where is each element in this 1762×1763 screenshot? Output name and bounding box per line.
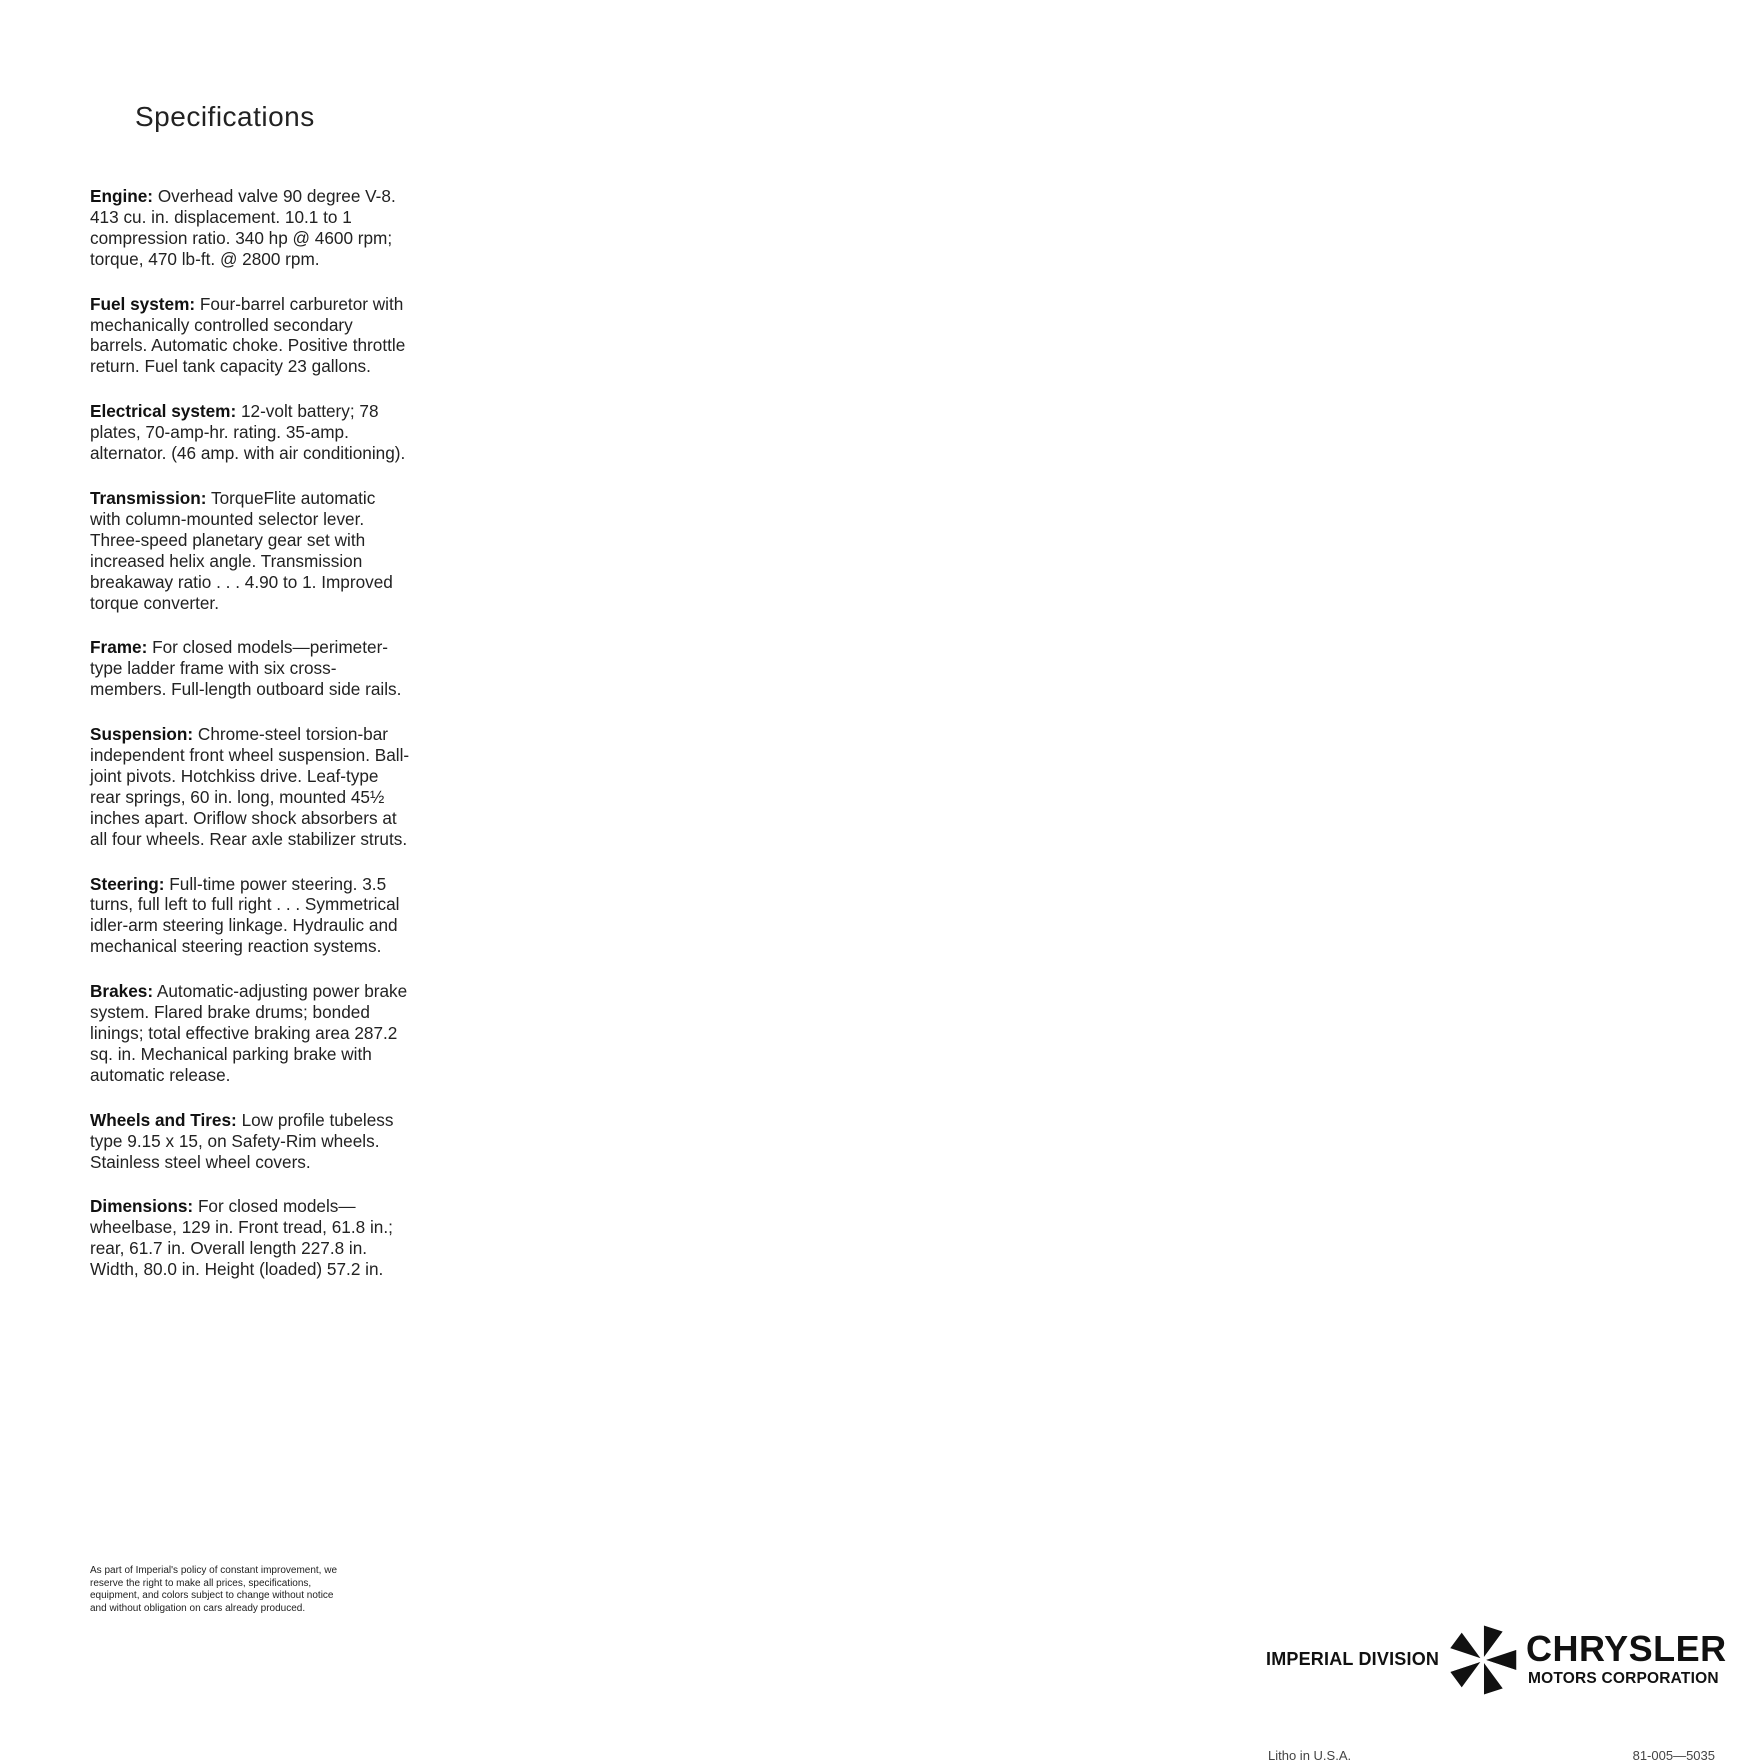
spec-text: Full-time power steering. 3.5 turns, full left to full right . . . Symmetrical idler-arm steering linkage. Hydraulic and mechanical steering reaction systems. xyxy=(90,873,400,957)
spec-suspension xyxy=(90,724,410,849)
spec-electrical-system xyxy=(90,401,410,464)
spec-label: Fuel system: xyxy=(90,293,196,314)
spec-text: Overhead valve 90 degree V-8. 413 cu. in. displacement. 10.1 to 1 compression ratio. 340 hp @ 4600 rpm; torque, 470 lb-ft. @ 2800 rpm. xyxy=(90,186,396,269)
spec-fuel-system xyxy=(90,294,410,378)
spec-frame xyxy=(90,637,410,700)
spec-wheels-and-tires xyxy=(90,1110,410,1173)
litho-note: Litho in U.S.A. xyxy=(1268,1748,1352,1763)
spec-label: Engine: xyxy=(90,186,154,206)
pentastar-icon xyxy=(1445,1622,1521,1698)
spec-label: Frame: xyxy=(90,637,148,658)
brand-name: CHRYSLER xyxy=(1526,1628,1727,1669)
spec-transmission xyxy=(90,488,410,613)
spec-label: Transmission: xyxy=(90,487,207,508)
brand-subtitle: MOTORS CORPORATION xyxy=(1528,1670,1719,1687)
spec-steering xyxy=(90,874,410,958)
spec-brakes xyxy=(90,981,410,1086)
spec-label: Wheels and Tires: xyxy=(90,1109,237,1130)
disclaimer: As part of Imperial's policy of constant improvement, we reserve the right to make all prices, specifications, equipment, and colors subject to change without notice and without obligation on cars already produced. xyxy=(90,1565,338,1614)
page-title: Specifications xyxy=(135,101,315,132)
chrysler-logo xyxy=(1266,1622,1726,1702)
form-number: 81-005—5035 xyxy=(1632,1748,1715,1763)
spec-label: Dimensions: xyxy=(90,1196,194,1217)
spec-text: For closed models—wheelbase, 129 in. Front tread, 61.8 in.; rear, 61.7 in. Overall length 227.8 in. Width, 80.0 in. Height (loaded) 57.2 in. xyxy=(90,1196,393,1280)
spec-text: Chrome-steel torsion-bar independent front wheel suspension. Ball-joint pivots. Hotchkiss drive. Leaf-type rear springs, 60 in. long, mounted 45½ inches apart. Oriflow shock absorbers at all four wheels. Rear axle stabilizer struts. xyxy=(90,724,410,849)
division-name: IMPERIAL DIVISION xyxy=(1266,1649,1440,1669)
spec-engine xyxy=(90,186,410,270)
spec-list xyxy=(90,186,410,1304)
spec-text: TorqueFlite automatic with column-mounted selector lever. Three-speed planetary gear set with increased helix angle. Transmission breakaway ratio . . . 4.90 to 1. Improved torque converter. xyxy=(90,487,393,613)
spec-dimensions xyxy=(90,1196,410,1280)
spec-text: Low profile tubeless type 9.15 x 15, on Safety-Rim wheels. Stainless steel wheel covers. xyxy=(90,1109,394,1172)
spec-text: Automatic-adjusting power brake system. Flared brake drums; bonded linings; total effective braking area 287.2 sq. in. Mechanical parking brake with automatic release. xyxy=(90,981,408,1085)
spec-label: Suspension: xyxy=(90,724,194,745)
spec-label: Steering: xyxy=(90,873,165,894)
spec-text: 12-volt battery; 78 plates, 70-amp-hr. rating. 35-amp. alternator. (46 amp. with air conditioning). xyxy=(90,401,406,464)
spec-text: For closed models—perimeter-type ladder frame with six cross-members. Full-length outboard side rails. xyxy=(90,637,402,700)
spec-label: Brakes: xyxy=(90,981,154,1002)
spec-text: Four-barrel carburetor with mechanically controlled secondary barrels. Automatic choke. Positive throttle return. Fuel tank capacity 23 gallons. xyxy=(90,293,406,377)
spec-label: Electrical system: xyxy=(90,401,237,422)
